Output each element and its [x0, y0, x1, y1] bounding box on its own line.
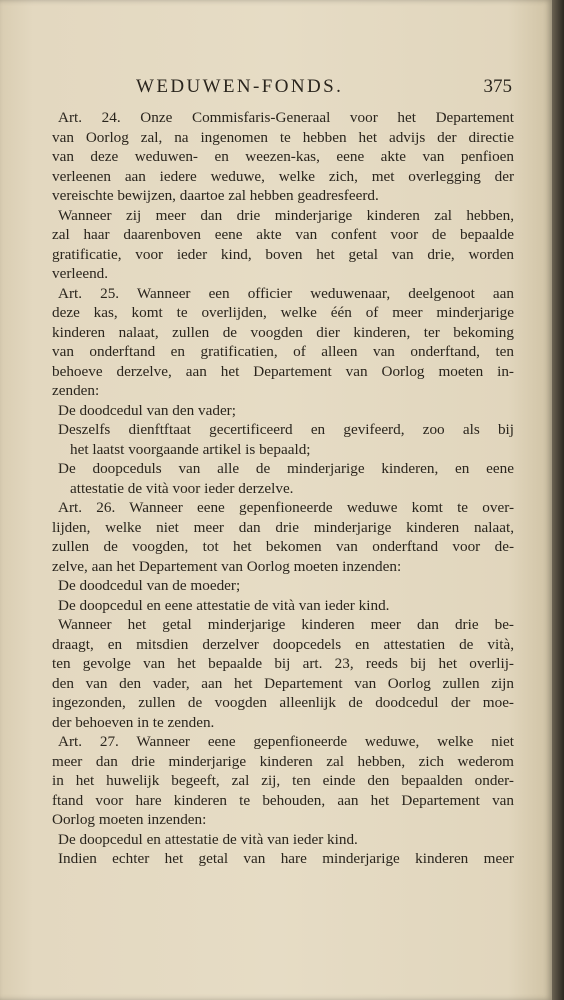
text-line: meer dan drie minderjarige kinderen zal hebben, zich wederom: [52, 752, 514, 770]
text-line: zal haar daarenboven eene akte van confent voor de bepaalde: [52, 226, 514, 243]
text-line: Art. 25. Wanneer een officier weduwenaar, deelgenoot aan: [58, 284, 514, 302]
text-line: attestatie de vità voor ieder derzelve.: [70, 479, 294, 497]
text-line: De doopcedul en eene attestatie de vità van ieder kind.: [58, 596, 390, 614]
running-title: WEDUWEN-FONDS.: [136, 76, 344, 97]
text-line: het laatst voorgaande artikel is bepaald;: [70, 440, 311, 458]
text-line: Art. 24. Onze Commisfaris-Generaal voor het Departement: [58, 109, 514, 126]
text-line: Oorlog moeten inzenden:: [52, 811, 207, 828]
text-line: kinderen nalaat, zullen de voogden dier kinderen, ter bekoming: [52, 323, 514, 341]
text-line: der behoeven in te zenden.: [52, 713, 215, 731]
text-line: verleenen aan iedere weduwe, welke zich, met overlegging der: [52, 167, 514, 185]
book-spine: [552, 0, 564, 1000]
text-line: den van den vader, aan het Departement van Oorlog zullen zijn: [52, 674, 514, 692]
text-line: De doopceduls van alle de minderjarige kinderen, en eene: [58, 460, 514, 477]
text-line: draagt, en mitsdien derzelver doopcedels en attestatien de vità,: [52, 635, 514, 653]
text-line: lijden, welke niet meer dan drie minderjarige kinderen nalaat,: [52, 518, 514, 536]
text-line: ftand voor hare kinderen te behouden, aan het Departement van: [52, 791, 514, 809]
text-line: Art. 27. Wanneer eene gepenfioneerde weduwe, welke niet: [58, 733, 514, 750]
text-line: Indien echter het getal van hare minderjarige kinderen meer: [58, 850, 514, 867]
text-line: zelve, aan het Departement van Oorlog moeten inzenden:: [52, 557, 402, 575]
text-line: De doodcedul van de moeder;: [58, 577, 241, 594]
text-line: vereischte bewijzen, daartoe zal hebben geadresfeerd.: [52, 187, 379, 204]
text-line: Wanneer zij meer dan drie minderjarige kinderen zal hebben,: [58, 206, 514, 224]
page-header: [50, 76, 520, 102]
text-line: van deze weduwen- en weezen-kas, eene akte van penfioen: [52, 148, 514, 165]
text-line: van Oorlog zal, na ingenomen te hebben het advijs der directie: [52, 128, 514, 146]
text-line: De doopcedul en attestatie de vità van ieder kind.: [58, 830, 358, 848]
text-line: ten gevolge van het bepaalde bij art. 23, reeds bij het overlij-: [52, 655, 514, 672]
text-line: Wanneer het getal minderjarige kinderen meer dan drie be-: [58, 616, 514, 633]
page-body-text: [52, 108, 514, 869]
text-line: De doodcedul van den vader;: [58, 401, 236, 419]
text-line: Art. 26. Wanneer eene gepenfioneerde weduwe komt te over-: [58, 499, 514, 516]
page-number: 375: [483, 76, 512, 97]
text-line: ingezonden, zullen de voogden alleenlijk de doodcedul der moe-: [52, 694, 514, 711]
text-line: deze kas, komt te overlijden, welke één of meer minderjarige: [52, 304, 514, 321]
text-line: Deszelfs dienftftaat gecertificeerd en gevifeerd, zoo als bij: [58, 421, 514, 438]
text-line: gratificatie, voor ieder kind, boven het getal van drie, worden: [52, 245, 514, 263]
text-line: zullen de voogden, tot het bekomen van onderftand voor de-: [52, 538, 514, 555]
text-line: van onderftand en gratificatien, of alleen van onderftand, ten: [52, 343, 514, 360]
text-line: zenden:: [52, 382, 100, 399]
text-line: in het huwelijk begeeft, zal zij, ten einde den bepaalden onder-: [52, 772, 514, 789]
text-line: verleend.: [52, 265, 109, 282]
text-line: behoeve derzelve, aan het Departement van Oorlog moeten in-: [52, 362, 514, 380]
